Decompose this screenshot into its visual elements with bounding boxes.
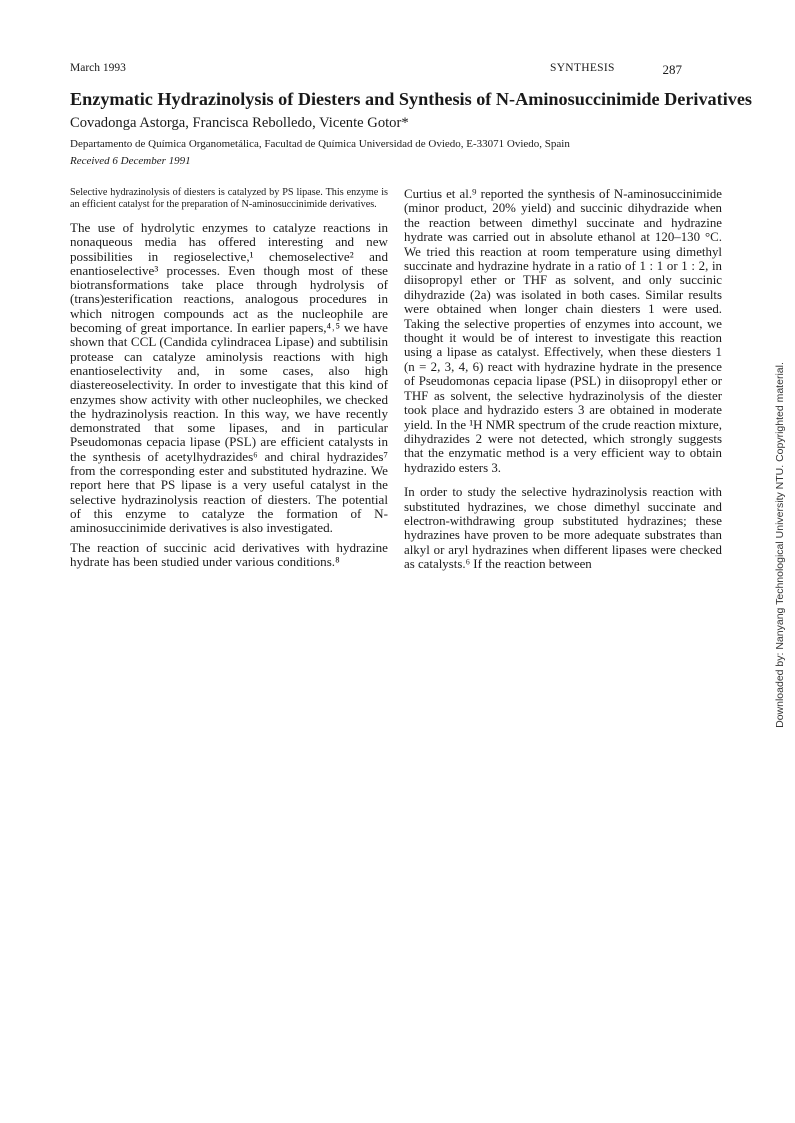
right-column (404, 187, 722, 577)
body-paragraph: Curtius et al.⁹ reported the synthesis of N-aminosuccinimide (minor product, 20% yield) and succinic dihydrazide when the reaction between dimethyl succinate and hydrazine hydrate was carried out in absolute ethanol at 120–130 °C. We tried this reaction at room temperature using dimethyl succinate and hydrazine hydrate in a ratio of 1 : 1 or 1 : 2, in diisopropyl ether or THF as solvent, and only succinic dihydrazide (2a) was isolated in both cases. Similar results were obtained when longer chain diesters 1 were used. Taking the selective properties of enzymes into account, we thought it would be of interest to investigate this reaction using a lipase as catalyst. Effectively, when these diesters 1 (n = 2, 3, 4, 6) react with hydrazine hydrate in the presence of Pseudomonas cepacia lipase (PSL) in diisopropyl ether or THF as solvent, the selective hydrazinolysis of the diester took place and hydrazido esters 3 are obtained in moderate yield. In the ¹H NMR spectrum of the crude reaction mixture, dihydrazides 2 were not detected, which strongly suggests that the enzymatic method is a very efficient way to obtain hydrazido esters 3. (404, 187, 722, 475)
journal-name: SYNTHESIS (550, 62, 615, 74)
author-affiliation: Departamento de Química Organometálica, Facultad de Química Universidad de Oviedo, E-33071 Oviedo, Spain (70, 138, 570, 150)
issue-date: March 1993 (70, 62, 126, 74)
page-number: 287 (662, 62, 682, 77)
received-date: Received 6 December 1991 (70, 155, 191, 167)
body-paragraph: In order to study the selective hydrazinolysis reaction with substituted hydrazines, we chose dimethyl succinate and electron-withdrawing group substituted hydrazines; these hydrazines have proven to be more adequate substrates than alkyl or aryl hydrazines when different lipases were checked as catalysts.⁶ If the reaction between (404, 485, 722, 572)
download-watermark: Downloaded by: Nanyang Technological University NTU. Copyrighted material. (774, 362, 786, 728)
body-paragraph: The reaction of succinic acid derivatives with hydrazine hydrate has been studied under various conditions.⁸ (70, 539, 388, 569)
body-paragraph: The use of hydrolytic enzymes to catalyze reactions in nonaqueous media has offered interesting and new possibilities in regioselective,¹ chemoselective² and enantioselective³ processes. Even though most of these biotransformations take place through hydrolysis of (trans)esterification reactions, analogous procedures in which nitrogen compounds act as the nucleophile are becoming of great importance. In earlier papers,⁴˒⁵ we have shown that CCL (Candida cylindracea Lipase) and subtilisin protease can catalyze aminolysis reactions with high enantioselectivity and, in some cases, also high diastereoselectivity. In order to investigate that this kind of enzymes show activity with other nucleophiles, we checked the hydrazinolysis reaction. In this way, we have recently demonstrated that some lipases, and in particular Pseudomonas cepacia lipase (PSL) are efficient catalysts in the synthesis of acetylhydrazides⁶ and chiral hydrazides⁷ from the corresponding ester and substituted hydrazine. We report here that PS lipase is a very useful catalyst in the selective hydrazinolysis reaction of diesters. The potential of this enzyme to catalyze the formation of N-aminosuccinimide derivatives is also investigated. (70, 220, 388, 536)
running-header (70, 62, 682, 78)
left-column (70, 187, 388, 574)
author-list: Covadonga Astorga, Francisca Rebolledo, Vicente Gotor* (70, 115, 409, 131)
article-title: Enzymatic Hydrazinolysis of Diesters and Synthesis of N-Aminosuccinimide Derivatives (70, 89, 753, 109)
abstract: Selective hydrazinolysis of diesters is catalyzed by PS lipase. This enzyme is an efficient catalyst for the preparation of N-aminosuccinimide derivatives. (70, 187, 388, 210)
